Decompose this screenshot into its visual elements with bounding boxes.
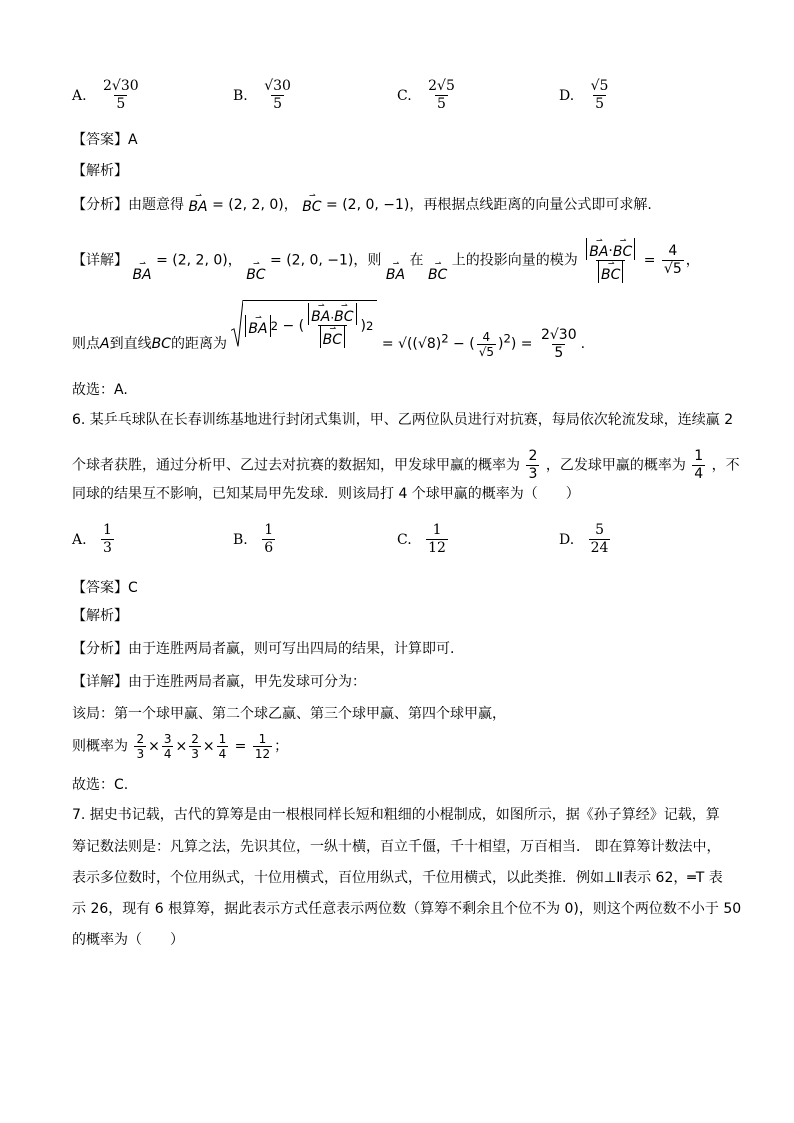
q6-option-a[interactable]: A. $\frac{1}{3}$: [72, 522, 112, 556]
q6-line-1: 6. 某乒乓球队在长春训练基地进行封闭式集训，甲、乙两位队员进行对抗赛，每局依次轮流发球，连续赢 2: [72, 412, 734, 428]
option-fraction: $\frac{√5}{5}$: [590, 78, 609, 112]
q6-option-c[interactable]: C. $\frac{1}{12}$: [397, 522, 446, 556]
option-letter: B.: [233, 87, 248, 104]
vector-ba: ⇀ BA: [188, 191, 208, 215]
distance-result: $\frac{2√30}{5}$: [540, 326, 577, 361]
q7-line-5: 的概率为（ ）: [72, 932, 184, 948]
projection-fraction: ⇀ BA · ⇀ BC ⇀ BC: [584, 238, 637, 283]
q5-analysis-heading: 【解析】: [72, 163, 128, 179]
q5-option-a[interactable]: [72, 78, 143, 113]
option-letter: D.: [559, 87, 575, 104]
q6-probability: 则概率为 $\frac{2}{3}$ × $\frac{3}{4}$ × $\frac{2}{3}$ × $\frac{1}{4}$ = $\frac{1}{12}$ ；: [72, 732, 289, 761]
vector-ba: ⇀ BA: [132, 259, 152, 283]
q7-line-1: 7. 据史书记载，古代的算筹是由一根根同样长短和粗细的小棍制成，如图所示，据《孙子算经》记载，算: [72, 807, 720, 823]
q5-distance: 则点A到直线BC的距离为 ⇀ BA 2 − ( ⇀ BA · ⇀ BC ⇀ BC ) 2 = $√((√8)^2$ − ( $\frac{4}{√5}$ )$^2$) = $\frac{2√30}{5}$ .: [72, 301, 586, 361]
q5-option-b[interactable]: [233, 78, 295, 113]
q5-option-d[interactable]: [559, 78, 612, 113]
q6-line-2: 个球者获胜，通过分析甲、乙过去对抗赛的数据知，甲发球甲赢的概率为 $\frac{2}{3}$ ，乙发球甲赢的概率为 $\frac{1}{4}$ ，不: [72, 448, 740, 482]
q5-answer: 【答案】A: [72, 132, 138, 148]
option-letter: A.: [72, 87, 87, 104]
q6-option-d[interactable]: D. $\frac{5}{24}$: [559, 522, 609, 556]
q6-conclusion: 故选：C.: [72, 777, 129, 793]
vector-bc: ⇀ BC: [302, 191, 322, 215]
q6-answer: 【答案】C: [72, 580, 138, 596]
q6-fenxi: 【分析】由于连胜两局者赢，则可写出四局的结果，计算即可.: [72, 641, 455, 657]
q5-fenxi: 【分析】由题意得 ⇀ BA = (2, 2, 0)， ⇀ BC = (2, 0, −1)，再根据点线距离的向量公式即可求解.: [72, 191, 652, 215]
q6-analysis-heading: 【解析】: [72, 608, 128, 624]
q7-line-3: 表示多位数时，个位用纵式，十位用横式，百位用纵式，千位用横式，以此类推．例如⊥Ⅱ表示 62，═T 表: [72, 870, 723, 886]
q5-xiangjie: 【详解】 ⇀ BA = (2, 2, 0)， ⇀ BC = (2, 0, −1)，则 ⇀ BA 在 ⇀ BC 上的投影向量的模为 ⇀ BA · ⇀ BC ⇀ BC = $\frac{4}{√5}$ ，: [72, 236, 700, 283]
q5-conclusion: 故选：A.: [72, 382, 128, 398]
q7-line-4: 示 26，现有 6 根算筹，据此表示方式任意表示两位数（算筹不剩余且个位不为 0)，则这个两位数不小于 50: [72, 901, 742, 917]
option-fraction: $\frac{2√30}{5}$: [103, 78, 139, 112]
q6-case: 该局：第一个球甲赢、第二个球乙赢、第三个球甲赢、第四个球甲赢，: [72, 706, 506, 722]
option-fraction: $\frac{√30}{5}$: [264, 78, 291, 112]
q6-xiangjie: 【详解】由于连胜两局者赢，甲先发球可分为：: [72, 674, 366, 690]
vector-bc: ⇀ BC: [427, 259, 448, 283]
option-fraction: $\frac{2√5}{5}$: [428, 78, 455, 112]
q6-option-b[interactable]: B. $\frac{1}{6}$: [233, 522, 274, 556]
q6-line-3: 同球的结果互不影响，已知某局甲先发球．则该局打 4 个球甲赢的概率为（ ）: [72, 486, 580, 502]
projection-value: $\frac{4}{√5}$: [663, 243, 682, 277]
vector-bc: ⇀ BC: [246, 259, 266, 283]
q7-line-2: 筹记数法则是：凡算之法，先识其位，一纵十横，百立千僵，千十相望，万百相当． 即在算筹计数法中，: [72, 839, 721, 855]
distance-formula: ⇀ BA 2 − ( ⇀ BA · ⇀ BC ⇀ BC ) 2: [231, 300, 377, 348]
q5-option-c[interactable]: [397, 78, 459, 113]
option-letter: C.: [397, 87, 412, 104]
vector-ba: ⇀ BA: [385, 259, 406, 283]
